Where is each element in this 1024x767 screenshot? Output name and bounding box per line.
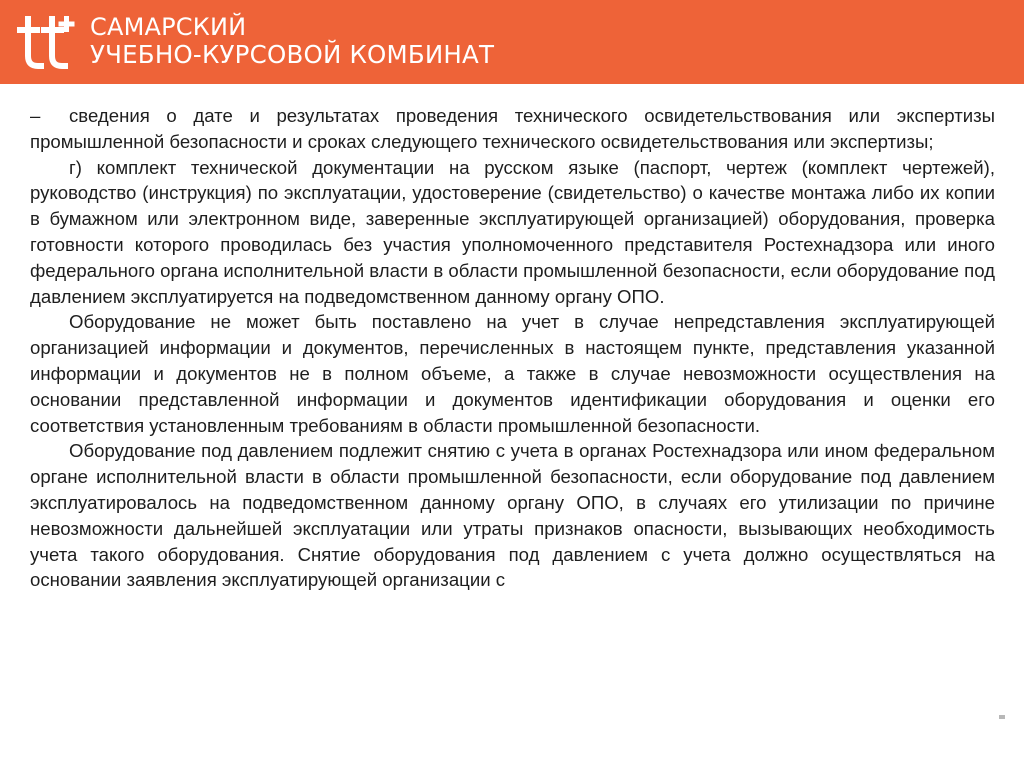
page-edge-mark bbox=[999, 715, 1005, 719]
paragraph-1-text: сведения о дате и результатах проведения технического освидетельствования или экспертизы промышленной безопасности и сроках следующего технического освидетельствования или экспертизы; bbox=[30, 105, 995, 152]
paragraph-2: г) комплект технической документации на русском языке (паспорт, чертеж (комплект чертежей), руководство (инструкция) по эксплуатации, удостоверение (свидетельство) о качестве монтажа либо их копии в бумажном или электронном виде, заверенные эксплуатирующей организацией) оборудования, проверка готовности которого проводилась без участия уполномоченного представителя Ростехнадзора или иного федерального органа исполнительной власти в области промышленной безопасности, если оборудование под давлением эксплуатируется на подведомственном данному органу ОПО. bbox=[30, 156, 995, 307]
paragraph-4: Оборудование под давлением подлежит снятию с учета в органах Ростехнадзора или ином федеральном органе исполнительной власти в области промышленной безопасности, если оборудование под давлением эксплуатировалось на подведомственном данному органу ОПО, в случаях его утилизации по причине невозможности дальнейшей эксплуатации или утраты признаков опасности, вызывающих необходимость учета такого оборудования. Снятие оборудования под давлением с учета должно осуществляться на основании заявления эксплуатирующей организации с bbox=[30, 440, 995, 591]
brand-line-1: САМАРСКИЙ bbox=[90, 13, 247, 41]
document-body bbox=[30, 103, 995, 593]
brand-name bbox=[90, 13, 494, 69]
paragraph-3: Оборудование не может быть поставлено на учет в случае непредставления эксплуатирующей организацией информации и документов, перечисленных в настоящем пункте, представления указанной информации и документов не в полном объеме, а также в случае невозможности осуществления на основании представленной информации и документов идентификации оборудования и оценки его соответствия установленным требованиям в области промышленной безопасности. bbox=[30, 311, 995, 436]
paragraph-list-item bbox=[30, 103, 995, 155]
tt-plus-logo-icon bbox=[14, 12, 76, 72]
header-bar bbox=[0, 0, 1024, 84]
dash-marker: – bbox=[30, 105, 41, 126]
brand-line-2: УЧЕБНО-КУРСОВОЙ КОМБИНАТ bbox=[90, 40, 495, 69]
